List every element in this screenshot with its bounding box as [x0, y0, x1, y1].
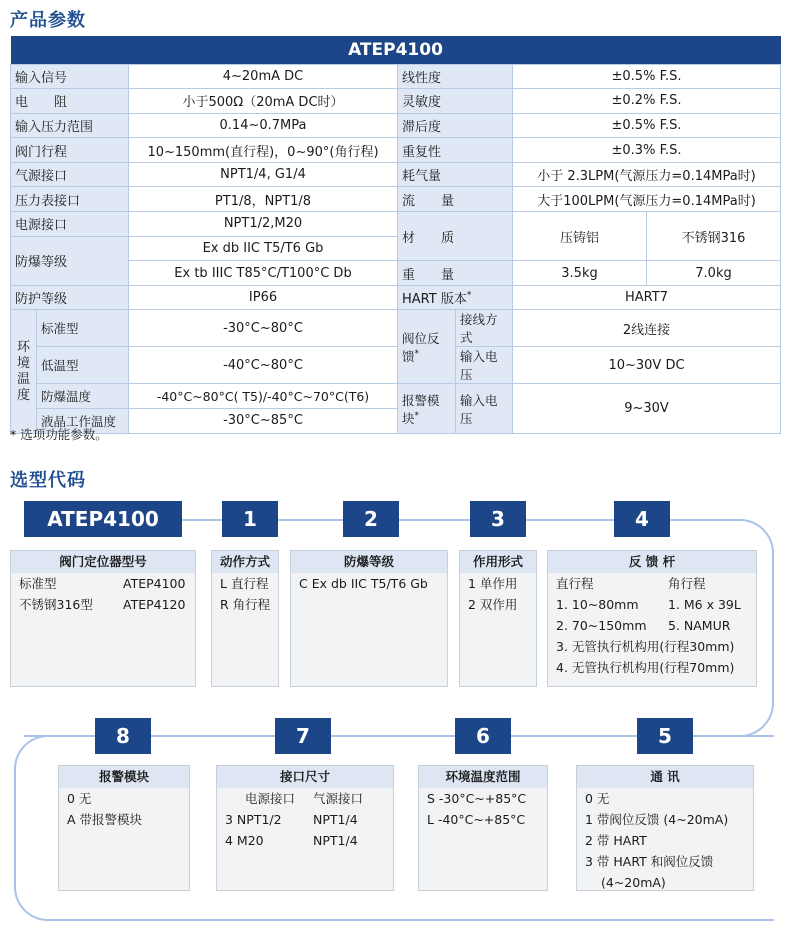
- spec-label: 灵敏度: [398, 89, 513, 114]
- code-box-5: 5: [637, 718, 693, 754]
- spec-value: 压铸铝: [513, 212, 647, 261]
- spec-label: 低温型: [37, 347, 129, 384]
- ambient-temp-panel: 环境温度范围 S -30°C~+85°C L -40°C~+85°C: [418, 765, 548, 891]
- spec-label: 电源接口: [11, 212, 129, 237]
- spec-label: 阀位反馈*: [398, 310, 456, 384]
- spec-label: 气源接口: [11, 162, 129, 187]
- spec-label: HART 版本*: [398, 285, 513, 310]
- spec-value: PT1/8，NPT1/8: [129, 187, 398, 212]
- spec-value: 大于100LPM(气源压力=0.14MPa时): [513, 187, 781, 212]
- spec-value: 0.14~0.7MPa: [129, 113, 398, 138]
- spec-label: 压力表接口: [11, 187, 129, 212]
- spec-label: 防爆温度: [37, 384, 129, 409]
- code-box-6: 6: [455, 718, 511, 754]
- spec-label: 电 阻: [11, 89, 129, 114]
- spec-value: -40°C~80°C: [129, 347, 398, 384]
- panel-title: 反 馈 杆: [548, 551, 756, 573]
- action-panel: 动作方式 L 直行程 R 角行程: [211, 550, 279, 687]
- env-temp-label: 环境温度: [11, 310, 37, 433]
- panel-title: 作用形式: [460, 551, 536, 573]
- spec-value: ±0.5% F.S.: [513, 64, 781, 89]
- panel-title: 报警模块: [59, 766, 189, 788]
- spec-label: 防爆等级: [11, 236, 129, 285]
- spec-value: IP66: [129, 285, 398, 310]
- spec-label: 重复性: [398, 138, 513, 163]
- spec-label: 接线方式: [456, 310, 513, 347]
- code-title: 选型代码: [10, 470, 86, 491]
- params-title: 产品参数: [10, 10, 86, 31]
- spec-label: 输入压力范围: [11, 113, 129, 138]
- spec-value: ±0.3% F.S.: [513, 138, 781, 163]
- spec-value: NPT1/4, G1/4: [129, 162, 398, 187]
- spec-label: 输入电压: [456, 347, 513, 384]
- panel-title: 动作方式: [212, 551, 278, 573]
- spec-label: 耗气量: [398, 162, 513, 187]
- code-box-3: 3: [470, 501, 526, 537]
- spec-label: 流 量: [398, 187, 513, 212]
- spec-value: HART7: [513, 285, 781, 310]
- interface-size-panel: 接口尺寸 电源接口 气源接口 3 NPT1/2 NPT1/4 4 M20 NPT1/4: [216, 765, 394, 891]
- spec-value: 小于500Ω（20mA DC时）: [129, 89, 398, 114]
- model-code-box: ATEP4100: [24, 501, 182, 537]
- spec-label: 滞后度: [398, 113, 513, 138]
- panel-title: 阀门定位器型号: [11, 551, 195, 573]
- spec-label: 阀门行程: [11, 138, 129, 163]
- panel-title: 接口尺寸: [217, 766, 393, 788]
- alarm-panel: 报警模块 0 无 A 带报警模块: [58, 765, 190, 891]
- spec-model-header: ATEP4100: [11, 36, 781, 64]
- footnote: * 选项功能参数。: [10, 427, 108, 442]
- spec-value: 10~150mm(直行程)，0~90°(角行程): [129, 138, 398, 163]
- spec-value: -30°C~80°C: [129, 310, 398, 347]
- spec-value: 2线连接: [513, 310, 781, 347]
- spec-table: [10, 36, 781, 434]
- feedback-lever-panel: 反 馈 杆 直行程 角行程 1. 10~80mm 1. M6 x 39L 2. 70~150mm 5. NAMUR 3. 无管执行机构用(行程30mm) 4. 无管执行机构用(行程70mm): [547, 550, 757, 687]
- code-box-8: 8: [95, 718, 151, 754]
- model-panel: 阀门定位器型号 标准型 ATEP4100 不锈钢316型 ATEP4120: [10, 550, 196, 687]
- spec-label: 输入信号: [11, 64, 129, 89]
- spec-value: 小于 2.3LPM(气源压力=0.14MPa时): [513, 162, 781, 187]
- spec-value: 4~20mA DC: [129, 64, 398, 89]
- spec-value: 不锈钢316: [647, 212, 781, 261]
- code-box-7: 7: [275, 718, 331, 754]
- spec-label: 线性度: [398, 64, 513, 89]
- spec-value: Ex db IIC T5/T6 Gb: [129, 236, 398, 261]
- spec-value: Ex tb IIIC T85°C/T100°C Db: [129, 261, 398, 286]
- acting-form-panel: 作用形式 1 单作用 2 双作用: [459, 550, 537, 687]
- spec-label: 输入电压: [456, 384, 513, 433]
- spec-label: 报警模块*: [398, 384, 456, 433]
- spec-label: 液晶工作温度: [37, 409, 129, 434]
- panel-title: 通 讯: [577, 766, 753, 788]
- communication-panel: 通 讯 0 无 1 带阀位反馈 (4~20mA) 2 带 HART 3 带 HART 和阀位反馈 (4~20mA): [576, 765, 754, 891]
- spec-value: -40°C~80°C( T5)/-40°C~70°C(T6): [129, 384, 398, 409]
- panel-title: 防爆等级: [291, 551, 447, 573]
- panel-title: 环境温度范围: [419, 766, 547, 788]
- spec-label: 防护等级: [11, 285, 129, 310]
- spec-value: NPT1/2,M20: [129, 212, 398, 237]
- spec-label: 标准型: [37, 310, 129, 347]
- code-box-2: 2: [343, 501, 399, 537]
- spec-value: 9~30V: [513, 384, 781, 433]
- spec-value: -30°C~85°C: [129, 409, 398, 434]
- code-box-4: 4: [614, 501, 670, 537]
- code-box-1: 1: [222, 501, 278, 537]
- spec-value: 7.0kg: [647, 261, 781, 286]
- spec-label: 材 质: [398, 212, 513, 261]
- spec-value: 10~30V DC: [513, 347, 781, 384]
- spec-value: 3.5kg: [513, 261, 647, 286]
- spec-label: 重 量: [398, 261, 513, 286]
- spec-value: ±0.2% F.S.: [513, 89, 781, 114]
- explosion-panel: 防爆等级 C Ex db IIC T5/T6 Gb: [290, 550, 448, 687]
- spec-value: ±0.5% F.S.: [513, 113, 781, 138]
